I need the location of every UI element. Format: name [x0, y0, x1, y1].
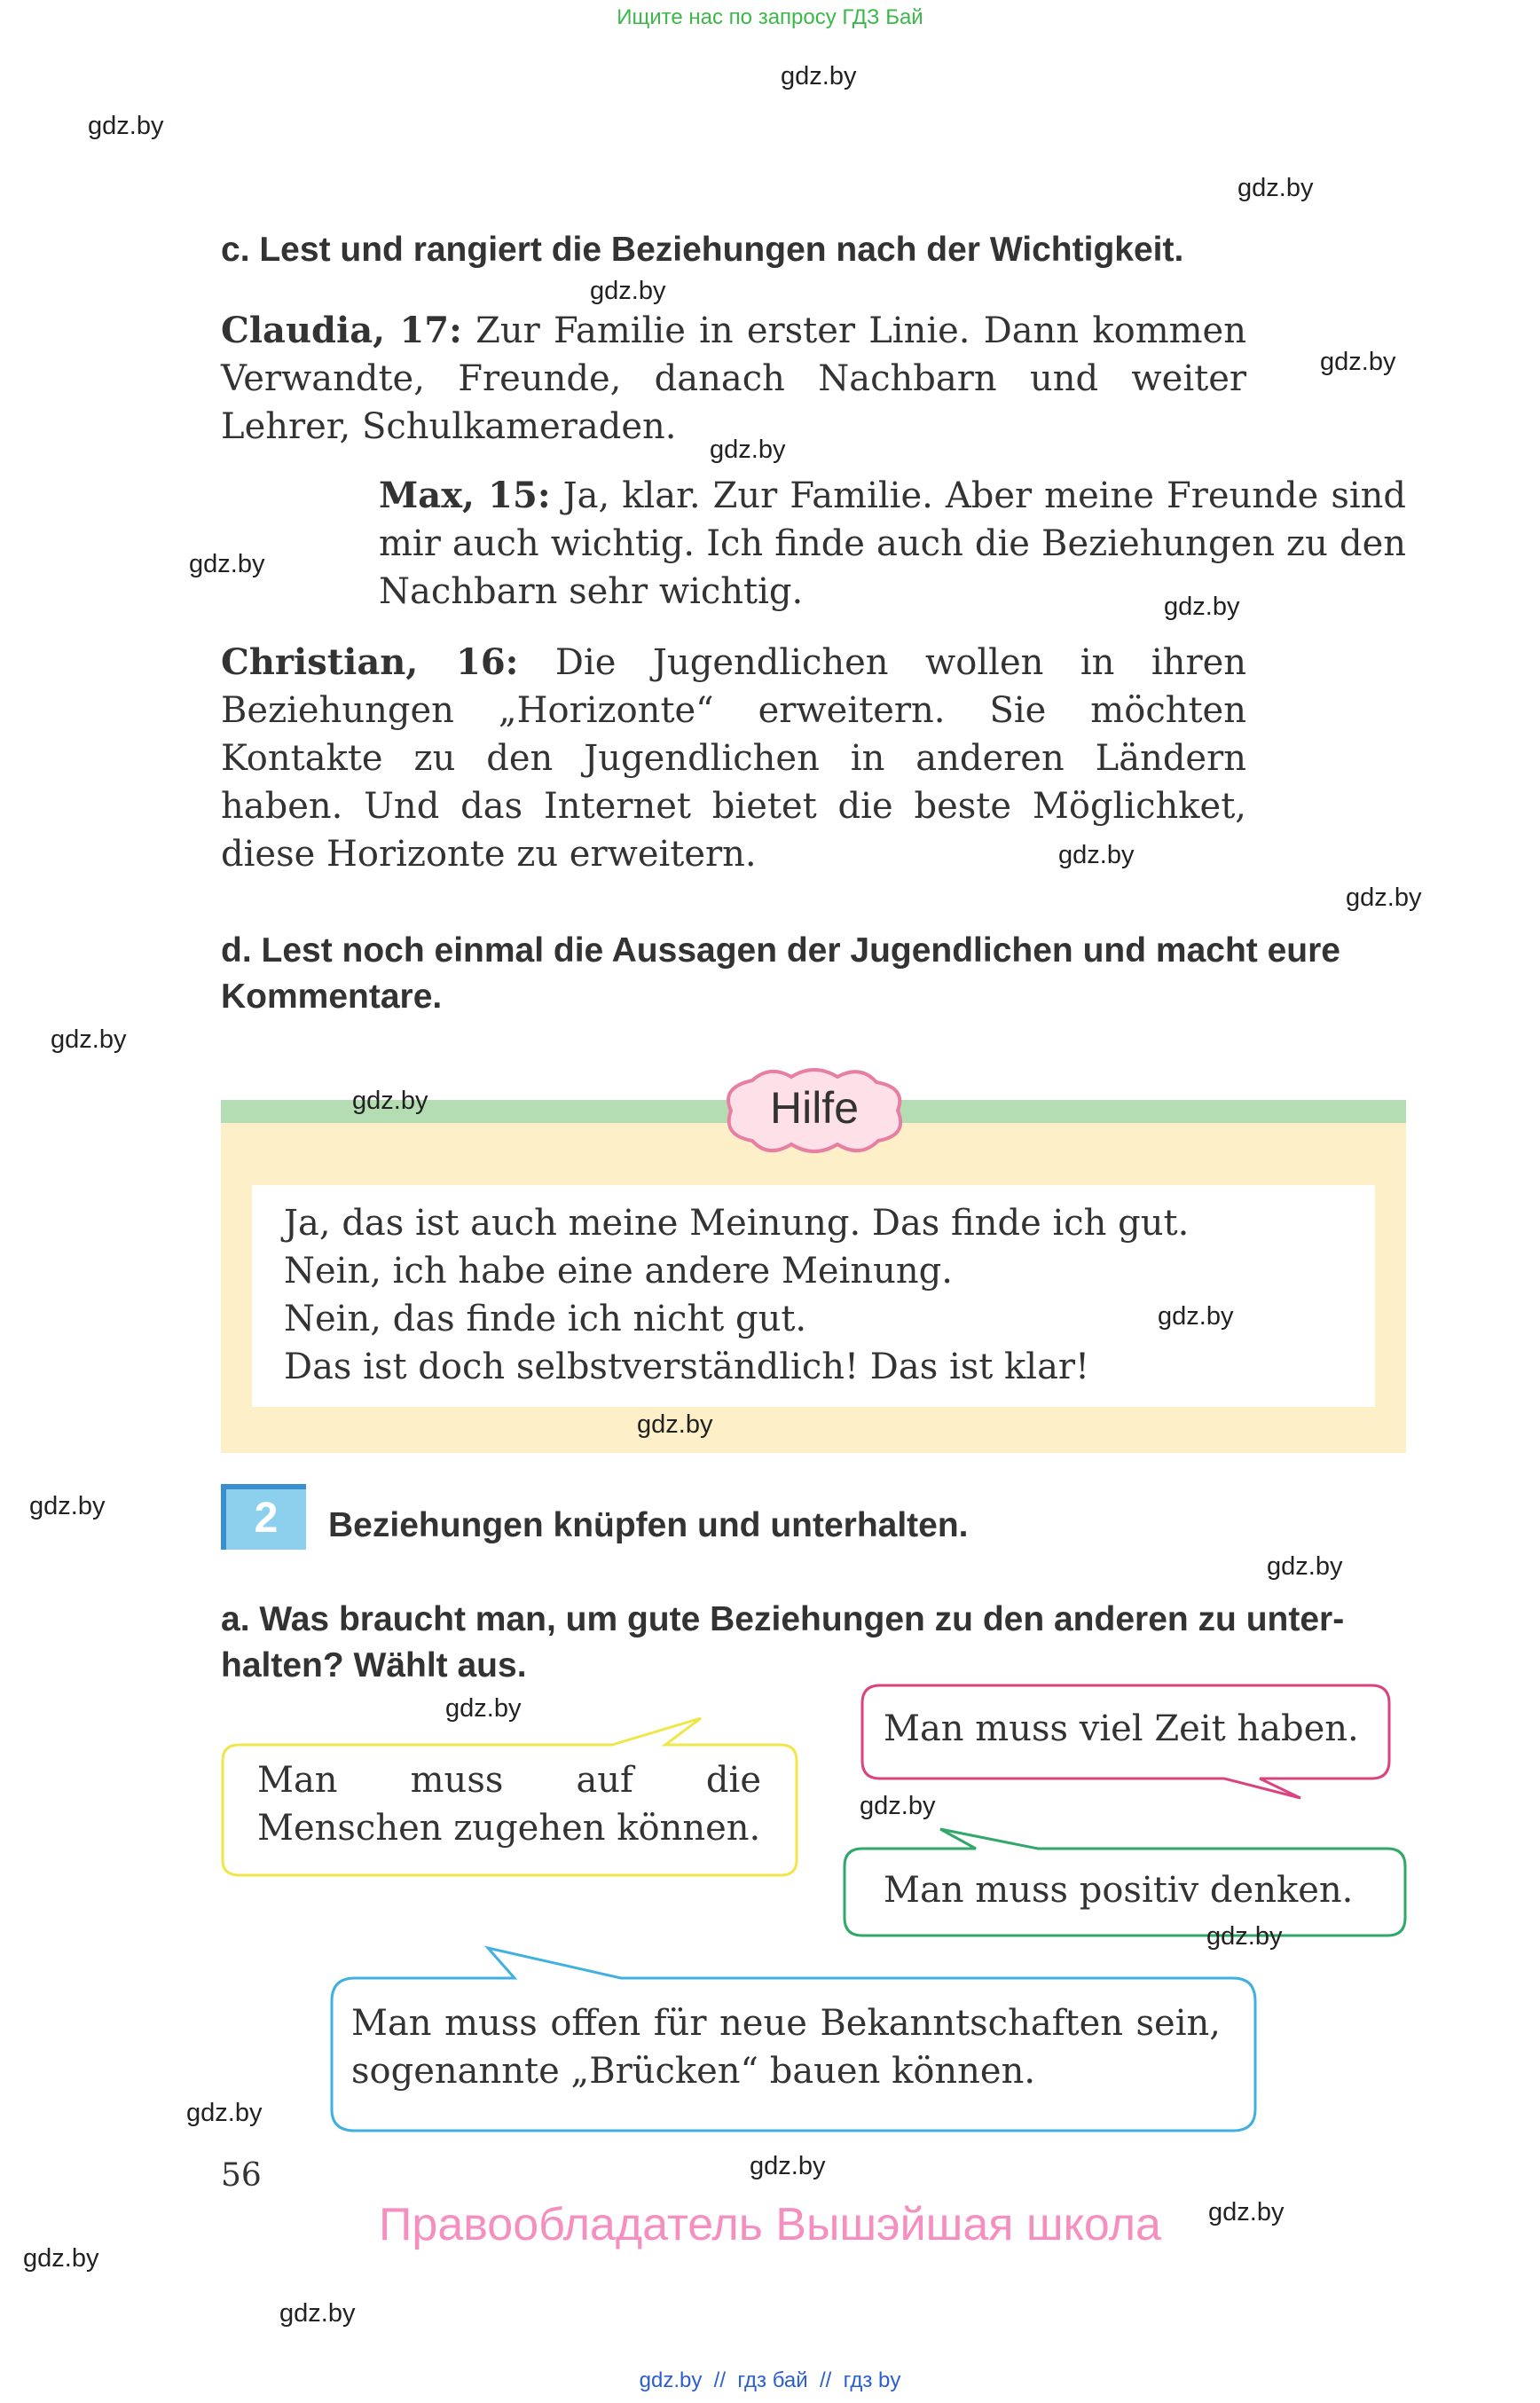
watermark: gdz.by [1267, 1552, 1343, 1581]
hilfe-title: Hilfe [769, 1083, 860, 1133]
watermark: gdz.by [860, 1792, 936, 1820]
watermark: gdz.by [781, 62, 857, 90]
section-c-heading: c. Lest und rangiert die Beziehungen nach der Wichtigkeit. [221, 231, 1184, 269]
speaker-name: Christian, 16: [221, 641, 519, 683]
task-2-title: Beziehungen knüpfen und unterhalten. [328, 1506, 969, 1544]
green-bubble-text: Man muss positiv denken. [884, 1870, 1354, 1911]
watermark: gdz.by [23, 2244, 99, 2273]
task-2a-heading-line: a. Was braucht man, um gute Beziehungen zu den anderen zu unter- [221, 1600, 1345, 1638]
watermark: gdz.by [1320, 348, 1396, 376]
watermark: gdz.by [279, 2299, 356, 2328]
hilfe-phrase: Nein, ich habe eine andere Meinung. [284, 1251, 953, 1292]
hilfe-phrase: Das ist doch selbstverständlich! Das ist klar! [284, 1347, 1090, 1387]
top-search-note: Ищите нас по запросу ГДЗ Бай [617, 5, 923, 29]
watermark: gdz.by [51, 1025, 127, 1054]
watermark: gdz.by [710, 436, 786, 464]
watermark: gdz.by [1164, 593, 1240, 621]
yellow-bubble-text: Man muss auf die Menschen zugehen können. [257, 1760, 761, 1849]
speaker-name: Max, 15: [379, 475, 551, 516]
watermark: gdz.by [750, 2152, 826, 2180]
section-d-heading-line: d. Lest noch einmal die Aussagen der Jugendlichen und macht eure [221, 931, 1340, 970]
statement-text: Die Jugendlichen wollen in ihren Beziehungen „Horizonte“ erweitern. Sie möchten Kontakte zu den Jugendlichen in anderen Ländern haben. Und das Internet bietet die beste Möglichket, diese Horizonte zu erweitern. [221, 642, 1246, 875]
watermark: gdz.by [445, 1694, 522, 1723]
watermark: gdz.by [590, 277, 666, 305]
blue-bubble-text: Man muss offen für neue Bekanntschaften sein, sogenannte „Brücken“ bauen können. [351, 2003, 1221, 2092]
footer-links: gdz.by // гдз бай // гдз by [639, 2368, 901, 2392]
watermark: gdz.by [88, 112, 164, 140]
watermark: gdz.by [189, 550, 265, 578]
section-d-heading-line: Kommentare. [221, 978, 443, 1016]
page-number: 56 [221, 2157, 262, 2194]
hilfe-phrase: Ja, das ist auch meine Meinung. Das finde ich gut. [284, 1203, 1190, 1244]
watermark: gdz.by [1058, 841, 1135, 869]
statement-text: Zur Familie in erster Linie. Dann kommen Verwandte, Freunde, danach Nachbarn und weiter Lehrer, Schulkameraden. [221, 310, 1246, 447]
speaker-name: Claudia, 17: [221, 310, 462, 351]
statement-text: Ja, klar. Zur Familie. Aber meine Freunde sind mir auch wichtig. Ich finde auch die Beziehungen zu den Nachbarn sehr wichtig. [379, 475, 1407, 612]
task-number-badge: 2 [221, 1484, 306, 1550]
watermark: gdz.by [1238, 174, 1314, 202]
watermark: gdz.by [1158, 1302, 1234, 1331]
pink-bubble-text: Man muss viel Zeit haben. [884, 1708, 1359, 1749]
rights-holder: Правообладатель Вышэйшая школа [379, 2199, 1161, 2250]
watermark: gdz.by [1208, 2198, 1285, 2226]
watermark: gdz.by [29, 1492, 106, 1520]
watermark: gdz.by [186, 2099, 263, 2127]
watermark: gdz.by [1206, 1922, 1283, 1951]
hilfe-phrase: Nein, das finde ich nicht gut. [284, 1299, 807, 1339]
task-2a-heading-line: halten? Wählt aus. [221, 1646, 527, 1684]
watermark: gdz.by [1346, 883, 1422, 912]
watermark: gdz.by [352, 1087, 428, 1115]
watermark: gdz.by [637, 1410, 713, 1439]
